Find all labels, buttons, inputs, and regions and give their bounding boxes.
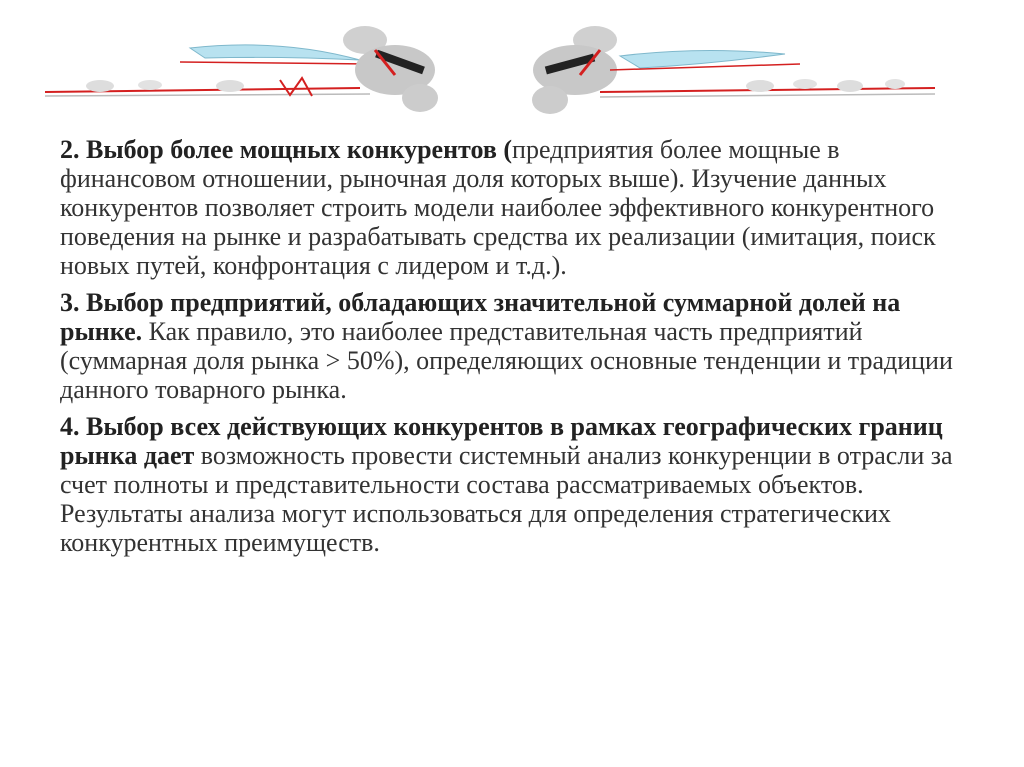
header-illustration bbox=[40, 20, 940, 120]
paragraph-text: Как правило, это наиболее представительная часть предприятий (суммарная доля рынка > 50%), определяющих основные тенденции и традиции данного товарного рынка. bbox=[60, 317, 953, 404]
runner-figure-icon bbox=[40, 20, 940, 120]
paragraph-all-competitors bbox=[60, 412, 960, 557]
paragraph-text: возможность провести системный анализ конкуренции в отрасли за счет полноты и представительности состава рассматриваемых объектов. Результаты анализа могут использоваться для определения стратегических конкурентных преимуществ. bbox=[60, 441, 953, 557]
paragraph-heading: 2. Выбор более мощных конкурентов ( bbox=[60, 135, 513, 164]
slide-body bbox=[60, 135, 960, 565]
paragraph-significant-share bbox=[60, 288, 960, 404]
paragraph-more-powerful-competitors bbox=[60, 135, 960, 280]
paragraph-text: предприятия более мощные в финансовом отношении, рыночная доля которых выше). Изучение данных конкурентов позволяет строить модели наиболее эффективного конкурентного поведения на рынке и разрабатывать средства их реализации (имитация, поиск новых путей, конфронтация с лидером и т.д.). bbox=[60, 135, 936, 280]
paragraph-heading: 4. Выбор всех действующих конкурентов в рамках географических границ рынка дает bbox=[60, 412, 943, 470]
paragraph-heading: 3. Выбор предприятий, обладающих значительной суммарной долей на рынке. bbox=[60, 288, 901, 346]
